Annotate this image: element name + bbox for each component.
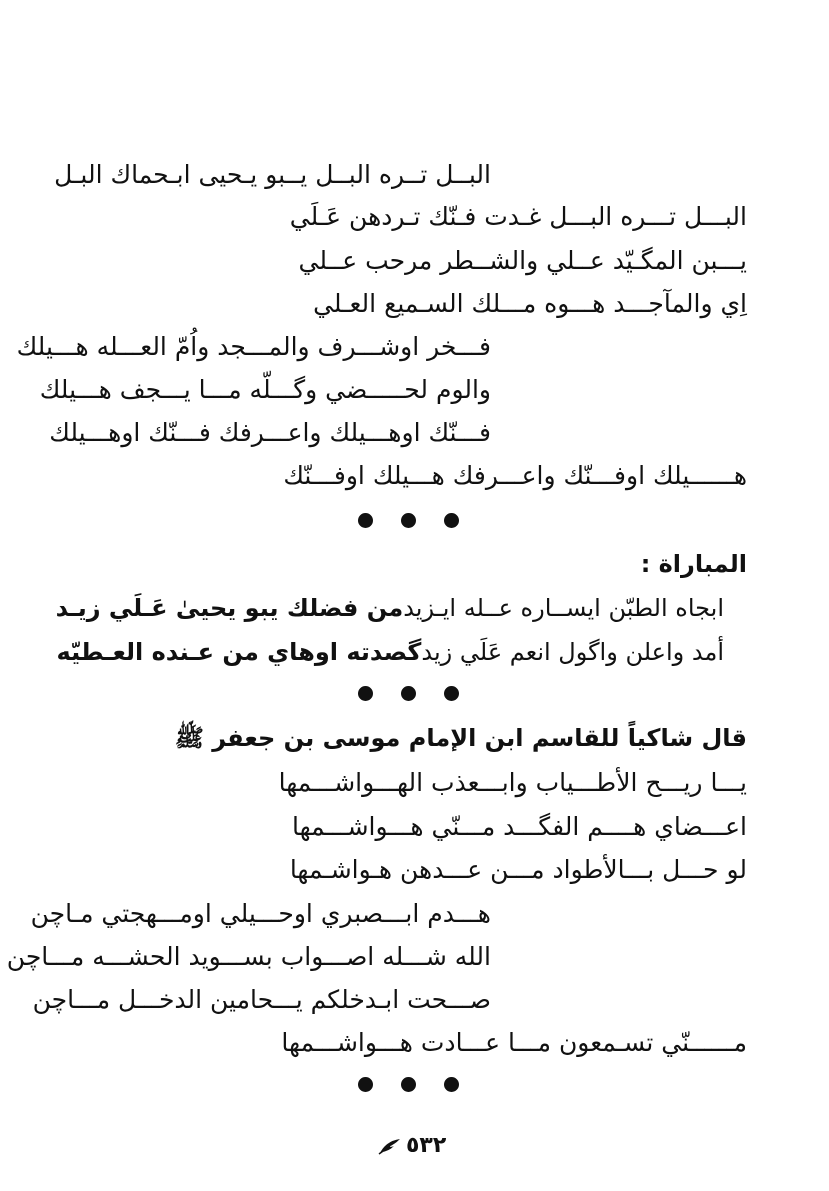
poem-line: فـــنّك اوهـــيلك واعـــرفك فـــنّك اوهـــيلك <box>49 418 491 447</box>
poem-line: يـــا ريـــح الأطـــياب وابـــعذب الهـــواشـــمها <box>278 768 747 797</box>
quill-icon <box>378 1137 402 1155</box>
poem-line: اِي والمآجـــد هـــوه مـــلك السـميع العـلي <box>313 289 747 318</box>
separator-dot <box>444 686 459 701</box>
separator-dot <box>358 1077 373 1092</box>
separator-dot <box>444 513 459 528</box>
poem-line: هــــــيلك اوفـــنّك واعـــرفك هـــيلك اوفـــنّك <box>283 461 747 490</box>
page-number <box>378 1133 446 1158</box>
poem-line: والوم لحـــــضي وگـــلّه مـــا يـــجف هـــيلك <box>39 375 491 404</box>
section-heading-qasim: قال شاكياً للقاسم ابن الإمام موسى بن جعفر ﷺ <box>174 724 747 752</box>
page-number-text: ٥٣٢ <box>406 1133 447 1158</box>
poem-line: البـــل تـــره البـــل غـدت فـنّك تـردهن عَـلَي <box>289 202 747 231</box>
poem-line: يـــبن المگـيّد عــلي والشــطر مرحب عــلي <box>298 246 747 275</box>
section-separator <box>0 686 829 702</box>
poem-line: لو حـــل بـــالأطواد مـــن عـــدهن هـواشـمها <box>289 855 747 884</box>
separator-dot <box>444 1077 459 1092</box>
verse-row <box>55 591 724 625</box>
poem-line: هـــدم ابـــصبري اوحـــيلي اومـــهجتي مـاچن <box>30 899 491 928</box>
verse-hemistich-first: أمد واعلن واگول انعم عَلَي زيد <box>421 638 724 666</box>
verse-hemistich-second: من فضلك يبو يحيىٰ عَـلَي زيـد <box>55 594 404 622</box>
separator-dot <box>401 1077 416 1092</box>
section-separator <box>0 513 829 529</box>
poem-line: صـــحت ابـدخلكم يـــحامين الدخـــل مـــاچن <box>32 985 491 1014</box>
verse-hemistich-second: گصدته اوهاي من عـنده العـطيّه <box>56 638 422 666</box>
poem-line: الله شـــله اصـــواب بســـويد الحشـــه مـــاچن <box>6 942 491 971</box>
poem-line: فـــخر اوشـــرف والمـــجد واُمّ العـــله هـــيلك <box>16 332 491 361</box>
poem-line: اعـــضاي هــــم الفگـــد مـــنّي هـــواشـــمها <box>292 812 747 841</box>
section-heading-mubarat: المباراة : <box>640 550 747 578</box>
poem-line: البــل تــره البــل يــبو يـحيى ابـحماك البـل <box>54 160 491 189</box>
verse-row <box>56 635 724 669</box>
section-separator <box>0 1077 829 1093</box>
poem-line: مــــــنّي تسـمعون مـــا عـــادت هـــواشـــمها <box>281 1028 747 1057</box>
separator-dot <box>401 513 416 528</box>
separator-dot <box>358 686 373 701</box>
separator-dot <box>358 513 373 528</box>
verse-hemistich-first: ابجاه الطبّن ايســاره عــله ايـزيد <box>403 594 724 622</box>
separator-dot <box>401 686 416 701</box>
